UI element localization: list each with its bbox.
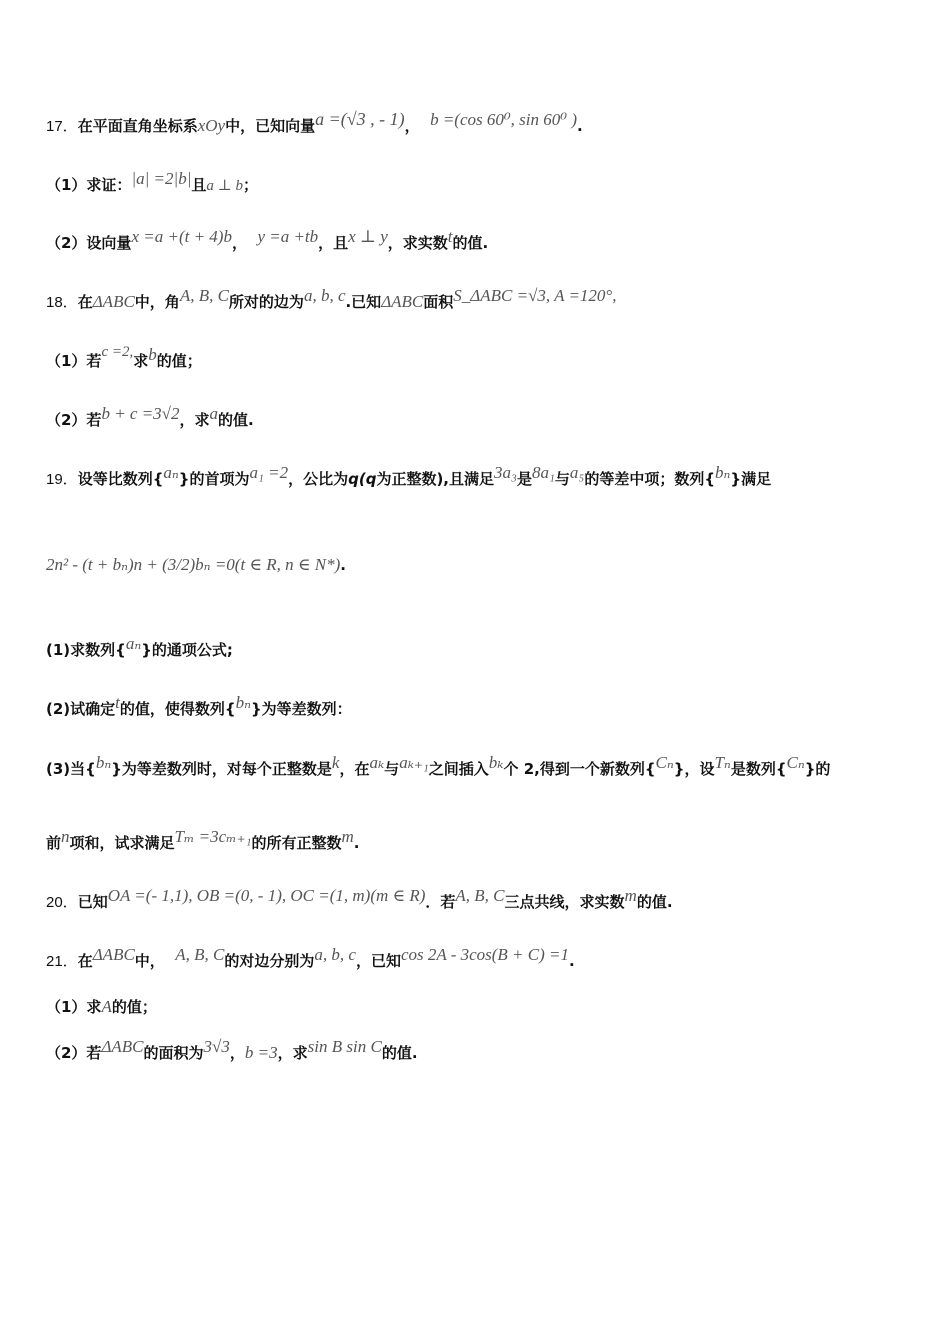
math-triangle-3: ΔABC [92, 945, 135, 964]
math-tn: Tₙ [714, 753, 731, 772]
math-xoy: xOy [197, 116, 226, 135]
math-cn-2: Cₙ [786, 753, 805, 772]
math-c-eq: c =2, [101, 344, 134, 360]
math-angles: A, B, C [179, 286, 229, 305]
math-t: t [447, 227, 453, 246]
math-angles-2: A, B, C [175, 945, 225, 964]
math-sides: a, b, c [303, 286, 346, 305]
q18-part1: （1）若c =2,求b的值； [46, 344, 202, 370]
math-area-val: 3√3 [203, 1037, 230, 1056]
q19-part3-line2: 前n项和，试求满足Tₘ =3cₘ₊₁的所有正整数m. [46, 827, 360, 852]
math-n: n [61, 827, 70, 846]
math-area: S_ΔABC =√3, A =120°, [453, 286, 617, 305]
math-ak1: aₖ₊₁ [399, 753, 429, 772]
q21-part1: （1）求A的值； [46, 997, 157, 1016]
math-m-2: m [624, 886, 637, 905]
q17-part2: （2）设向量x =a +(t + 4)b， y =a +tb，且x ⊥ y，求实数t的值. [46, 227, 489, 252]
q18-stem: 18．在ΔABC中，角A, B, C所对的边为a, b, c.已知ΔABC面积S_ΔABC =√3, A =120°, [46, 286, 617, 311]
math-bn-3: bₙ [95, 753, 112, 772]
math-recurrence: 2n² - (t + bₙ)n + (3/2)bₙ =0(t ∈ R, n ∈ N*) [46, 555, 341, 574]
q20-stem: 20．已知OA =(- 1,1), OB =(0, - 1), OC =(1, m)(m ∈ R)．若A, B, C三点共线，求实数m的值. [46, 886, 673, 911]
math-bk: bₖ [488, 753, 504, 772]
math-an-2: aₙ [125, 634, 142, 653]
math-a1: a₁ =2 [249, 463, 289, 482]
math-A: A [101, 997, 112, 1016]
math-sides-2: a, b, c [314, 945, 356, 964]
math-triangle-4: ΔABC [101, 1037, 144, 1056]
math-k: k [331, 753, 340, 772]
math-b: b [148, 345, 157, 364]
q21-number: 21． [46, 953, 78, 970]
math-8a1: 8a₁ [531, 463, 555, 482]
q19-part3-line1: (3)当{bₙ}为等差数列时，对每个正整数是k，在aₖ与aₖ₊₁之间插入bₖ个 2,得到一个新数列{Cₙ}，设Tₙ是数列{Cₙ}的 [46, 753, 831, 778]
q17-part1: （1）求证：|a| =2|b|且a ⊥ b； [46, 169, 259, 194]
q21-stem: 21．在ΔABC中， A, B, C的对边分别为a, b, c，已知cos 2A - 3cos(B + C) =1. [46, 945, 575, 970]
math-bn-2: bₙ [235, 693, 251, 712]
math-vector-a: a =(√3 , - 1) [315, 109, 405, 129]
math-an: aₙ [163, 463, 179, 482]
math-x-perp-y: x ⊥ y [348, 227, 388, 246]
math-cn: Cₙ [655, 753, 674, 772]
math-triangle: ΔABC [92, 292, 135, 311]
q17-stem: 17．在平面直角坐标系xOy中，已知向量a =(√3 , - 1)， b =(cos 60⁰, sin 60⁰ ). [46, 109, 583, 135]
math-t-2: t [115, 693, 120, 712]
math-tm-eq: Tₘ =3cₘ₊₁ [174, 827, 252, 846]
q19-number: 19． [46, 471, 78, 488]
q19-equation: 2n² - (t + bₙ)n + (3/2)bₙ =0(t ∈ R, n ∈ N*). [46, 555, 346, 574]
math-cos-eq: cos 2A - 3cos(B + C) =1 [400, 945, 570, 964]
math-triangle-2: ΔABC [381, 292, 424, 311]
q19-part1: (1)求数列{aₙ}的通项公式; [46, 634, 233, 659]
math-ak: aₖ [369, 753, 385, 772]
math-norm-eq: |a| =2|b| [131, 169, 192, 188]
q18-part2: （2）若b + c =3√2，求a的值. [46, 404, 254, 429]
math-vector-x: x =a +(t + 4)b [131, 227, 232, 246]
math-points: A, B, C [455, 886, 505, 905]
math-b-eq: b =3 [244, 1043, 278, 1062]
q19-stem: 19．设等比数列{aₙ}的首项为a₁ =2，公比为q(q为正整数),且满足3a₃是8a₁与a₅的等差中项；数列{bₙ}满足 [46, 463, 772, 488]
math-b-plus-c: b + c =3√2 [101, 404, 180, 423]
math-vector-b: b =(cos 60⁰, sin 60⁰ ) [430, 110, 578, 129]
q21-part2: （2）若ΔABC的面积为3√3，b =3，求sin B sin C的值. [46, 1037, 418, 1062]
q18-number: 18． [46, 294, 78, 311]
math-a: a [209, 404, 219, 423]
math-vectors: OA =(- 1,1), OB =(0, - 1), OC =(1, m)(m ∈ R) [107, 886, 426, 905]
math-a5: a₅ [569, 463, 585, 482]
math-perp: a ⊥ b [206, 178, 243, 194]
math-bn: bₙ [715, 463, 731, 482]
math-3a3: 3a₃ [494, 463, 517, 482]
q20-number: 20． [46, 894, 78, 911]
q17-number: 17． [46, 118, 78, 135]
math-sin-product: sin B sin C [307, 1037, 382, 1056]
math-m: m [341, 827, 354, 846]
q19-part2: (2)试确定t的值，使得数列{bₙ}为等差数列： [46, 693, 352, 718]
math-vector-y: y =a +tb [257, 227, 319, 246]
